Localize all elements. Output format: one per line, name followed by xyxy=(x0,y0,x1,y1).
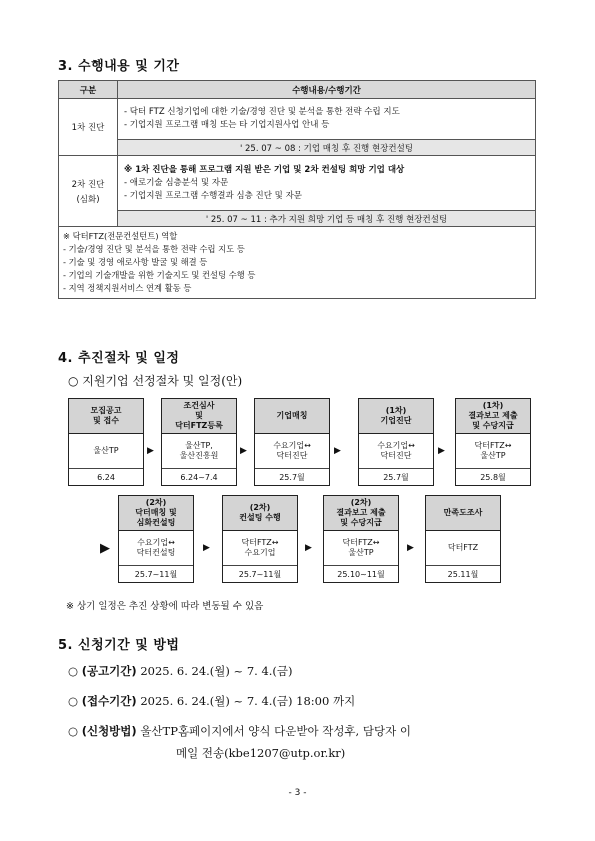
step-header xyxy=(359,399,433,434)
step-header xyxy=(162,399,236,434)
apply-key: (접수기간) xyxy=(81,694,137,708)
step-header-line: 및 xyxy=(195,411,203,420)
step-date: 25.7월 xyxy=(279,472,305,482)
step-body-line: 닥터FTZ↔ xyxy=(241,538,279,547)
step-header-line: 조건심사 xyxy=(183,401,215,410)
step-header-line: 닥터FTZ등록 xyxy=(175,421,223,430)
step-header-line: 모집공고 xyxy=(90,406,122,415)
step-body-line: 수요기업↔ xyxy=(273,441,311,450)
row1-period: ' 25. 07 ~ 08 : 기업 매칭 후 진행 현장컨설팅 xyxy=(118,140,536,156)
role-note xyxy=(59,227,536,299)
row2-highlight: ※ 1차 진단을 통해 프로그램 지원 받은 기업 및 2차 컨설팅 희망 기업 대상 xyxy=(124,164,405,175)
apply-key: (공고기간) xyxy=(81,664,137,678)
step-header-line: 및 수당지급 xyxy=(340,518,382,527)
step-body-line: 울산TP xyxy=(93,446,119,455)
step-body-line: 닥터FTZ xyxy=(447,543,479,552)
flow-step-recruit xyxy=(68,398,144,486)
step-header-line: 결과보고 제출 xyxy=(336,508,386,517)
apply-item-receipt xyxy=(68,693,355,709)
performance-table xyxy=(58,80,536,299)
step-header-line: (2차) xyxy=(249,503,271,512)
step-date: 6.24 xyxy=(97,472,115,482)
step-date: 25.7월 xyxy=(383,472,409,482)
step-header-line: (2차) xyxy=(350,498,372,507)
section4-title: 4. 추진절차 및 일정 xyxy=(58,351,180,366)
bullet: ○ xyxy=(68,664,79,678)
step-body-line: 수요기업 xyxy=(244,548,276,557)
note-line: - 지역 정책지원서비스 연계 활동 등 xyxy=(63,283,192,293)
step-body-line: 울산진흥원 xyxy=(179,451,219,460)
arrow-right-icon: ▶ xyxy=(305,543,312,553)
step-body-line: 닥터FTZ↔ xyxy=(342,538,380,547)
col-header-category: 구분 xyxy=(59,81,118,99)
apply-value: 2025. 6. 24.(월) ~ 7. 4.(금) 18:00 까지 xyxy=(140,694,356,708)
step-header-line: 기업진단 xyxy=(380,416,412,425)
section5-title: 5. 신청기간 및 방법 xyxy=(58,638,180,653)
arrow-right-icon: ▶ xyxy=(100,541,110,556)
step-date: 25.11월 xyxy=(447,569,479,579)
note-line: - 기술 및 경영 애로사항 발굴 및 해결 등 xyxy=(63,257,208,267)
schedule-remark: ※ 상기 일정은 추진 상황에 따라 변동될 수 있음 xyxy=(66,601,264,612)
step-body-line: 닥터컨설팅 xyxy=(136,548,176,557)
step-header xyxy=(324,496,398,531)
step-body xyxy=(255,434,329,469)
apply-item-notice xyxy=(68,663,293,679)
flow-step-survey xyxy=(425,495,501,583)
apply-item-method-cont: 메일 전송(kbe1207@utp.or.kr) xyxy=(176,746,346,760)
step-header xyxy=(426,496,500,531)
flow-step-screening xyxy=(161,398,237,486)
page-number: - 3 - xyxy=(288,788,307,798)
step-header-line: 만족도조사 xyxy=(443,508,483,517)
step-header-line: (1차) xyxy=(385,406,407,415)
step-body-line: 울산TP, xyxy=(185,441,213,450)
step-body xyxy=(119,531,193,566)
step-header-line: (2차) xyxy=(145,498,167,507)
step-header-line: 및 접수 xyxy=(93,416,119,425)
arrow-right-icon: ▶ xyxy=(203,543,210,553)
row1-line: - 기업지원 프로그램 매칭 또는 타 기업지원사업 안내 등 xyxy=(124,120,330,130)
arrow-right-icon: ▶ xyxy=(147,446,154,456)
step-body xyxy=(456,434,530,469)
section3-title: 3. 수행내용 및 기간 xyxy=(58,59,180,74)
step-header xyxy=(456,399,530,434)
note-line: - 기술/경영 진단 및 분석을 통한 전략 수립 지도 등 xyxy=(63,244,245,254)
step-header-line: 닥터매칭 및 xyxy=(135,508,177,517)
arrow-right-icon: ▶ xyxy=(407,543,414,553)
apply-key: (신청방법) xyxy=(81,724,137,738)
row2-label xyxy=(59,156,118,227)
bullet: ○ xyxy=(68,694,79,708)
flow-step-matching xyxy=(254,398,330,486)
row2-content xyxy=(118,156,536,211)
step-body xyxy=(162,434,236,469)
row2-label-line2: (심화) xyxy=(76,194,100,205)
step-header xyxy=(255,399,329,434)
section4-subtitle: ○ 지원기업 선정절차 및 일정(안) xyxy=(68,374,243,388)
arrow-right-icon: ▶ xyxy=(240,446,247,456)
step-header xyxy=(119,496,193,531)
flow-step-matching-2 xyxy=(118,495,194,583)
step-body xyxy=(426,531,500,566)
arrow-right-icon: ▶ xyxy=(438,446,445,456)
flow-step-consulting-2 xyxy=(222,495,298,583)
step-body xyxy=(69,434,143,469)
step-body xyxy=(359,434,433,469)
row2-label-line1: 2차 진단 xyxy=(71,179,105,190)
step-body-line: 닥터진단 xyxy=(380,451,412,460)
col-header-content: 수행내용/수행기간 xyxy=(118,81,536,99)
step-header-line: 컨설팅 수행 xyxy=(239,513,281,522)
row2-period: ' 25. 07 ~ 11 : 추가 지원 희망 기업 등 매칭 후 진행 현장컨설팅 xyxy=(118,211,536,227)
apply-value: 2025. 6. 24.(월) ~ 7. 4.(금) xyxy=(140,664,293,678)
step-header-line: 심화컨설팅 xyxy=(136,518,176,527)
row1-line: - 닥터 FTZ 신청기업에 대한 기술/경영 진단 및 분석을 통한 전략 수립 지도 xyxy=(124,107,400,117)
step-body-line: 수요기업↔ xyxy=(137,538,175,547)
step-header-line: 결과보고 제출 xyxy=(468,411,518,420)
row2-line: - 기업지원 프로그램 수행결과 심층 진단 및 자문 xyxy=(124,190,302,201)
step-date: 25.8월 xyxy=(480,472,506,482)
step-header-line: 및 수당지급 xyxy=(472,421,514,430)
step-body-line: 수요기업↔ xyxy=(377,441,415,450)
step-body-line: 울산TP xyxy=(480,451,506,460)
apply-value: 울산TP홈페이지에서 양식 다운받아 작성후, 담당자 이 xyxy=(140,724,411,738)
step-header xyxy=(69,399,143,434)
step-header-line: 기업매칭 xyxy=(276,411,308,420)
step-date: 25.10~11월 xyxy=(337,569,385,579)
flow-step-report-1 xyxy=(455,398,531,486)
step-body-line: 닥터진단 xyxy=(276,451,308,460)
step-body xyxy=(324,531,398,566)
step-date: 6.24~7.4 xyxy=(180,472,218,482)
step-body-line: 닥터FTZ↔ xyxy=(474,441,512,450)
bullet: ○ xyxy=(68,724,79,738)
row2-line: - 애로기술 심층분석 및 자문 xyxy=(124,177,229,188)
step-header xyxy=(223,496,297,531)
note-line: - 기업의 기술개발을 위한 기술지도 및 컨설팅 수행 등 xyxy=(63,270,256,280)
step-date: 25.7~11월 xyxy=(238,569,282,579)
row1-label: 1차 진단 xyxy=(59,99,118,156)
arrow-right-icon: ▶ xyxy=(334,446,341,456)
step-body xyxy=(223,531,297,566)
step-date: 25.7~11월 xyxy=(134,569,178,579)
flow-step-diagnosis-1 xyxy=(358,398,434,486)
apply-item-method xyxy=(68,723,411,739)
step-header-line: (1차) xyxy=(482,401,504,410)
step-body-line: 울산TP xyxy=(348,548,374,557)
row1-content xyxy=(118,99,536,140)
note-line: ※ 닥터FTZ(전문컨설턴트) 역할 xyxy=(63,231,178,241)
flow-step-report-2 xyxy=(323,495,399,583)
